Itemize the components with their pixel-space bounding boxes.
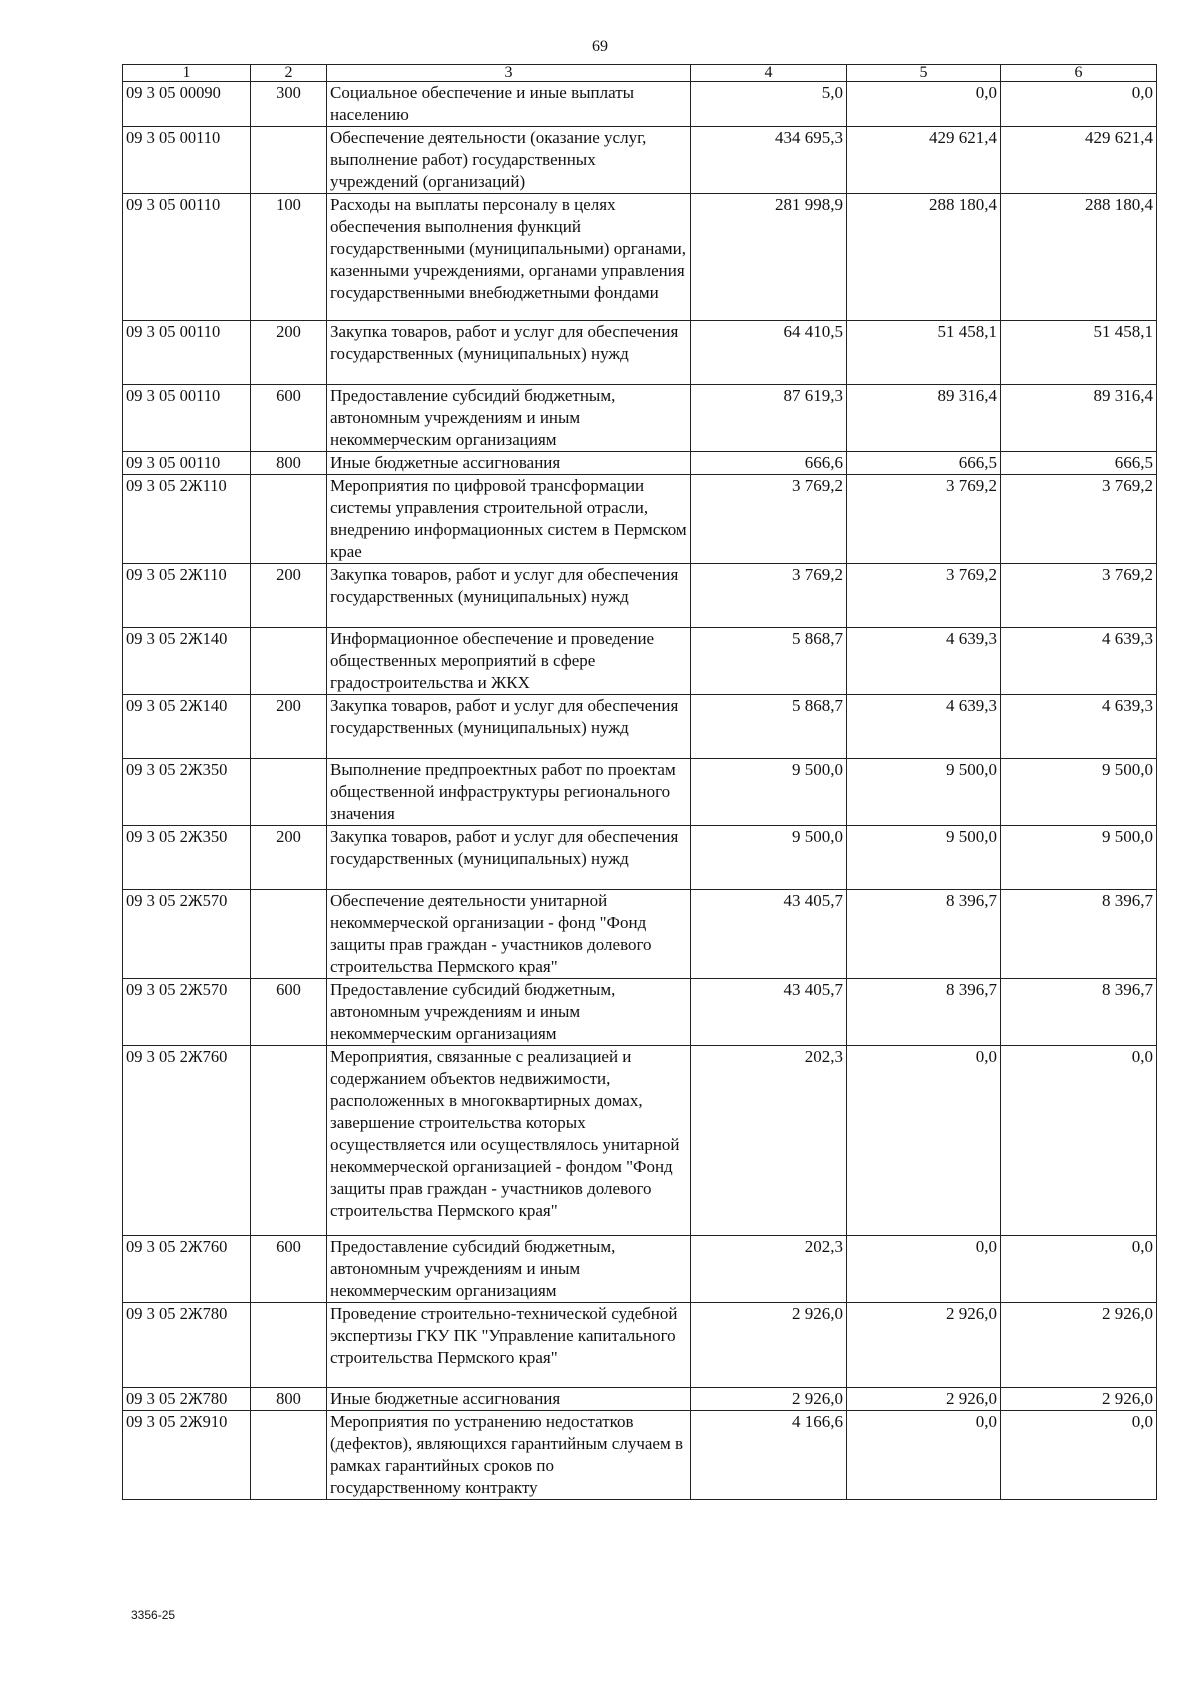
budget-table (122, 64, 1157, 1500)
amount-col6-cell: 9 500,0 (1001, 759, 1157, 826)
item-name-cell: Закупка товаров, работ и услуг для обеспечения государственных (муниципальных) нужд (327, 826, 691, 890)
amount-col5-cell: 2 926,0 (847, 1303, 1001, 1388)
amount-col5-cell: 89 316,4 (847, 385, 1001, 452)
amount-col6-cell: 666,5 (1001, 452, 1157, 475)
item-name-cell: Выполнение предпроектных работ по проектам общественной инфраструктуры регионального значения (327, 759, 691, 826)
table-row (123, 564, 1157, 628)
amount-col4-cell: 202,3 (691, 1236, 847, 1303)
item-name-cell: Мероприятия, связанные с реализацией и содержанием объектов недвижимости, расположенных в многоквартирных домах, завершение строительства которых осуществляется или осуществлялось унитарной некоммерческой организацией - фондом "Фонд защиты прав граждан - участников долевого строительства Пермского края" (327, 1046, 691, 1236)
budget-code-cell: 09 3 05 2Ж760 (123, 1236, 251, 1303)
budget-code-cell: 09 3 05 2Ж760 (123, 1046, 251, 1236)
expense-type-cell: 800 (251, 1388, 327, 1411)
budget-code-cell: 09 3 05 2Ж110 (123, 475, 251, 564)
expense-type-cell (251, 1411, 327, 1500)
amount-col6-cell: 8 396,7 (1001, 979, 1157, 1046)
amount-col6-cell: 9 500,0 (1001, 826, 1157, 890)
table-row (123, 628, 1157, 695)
item-name-cell: Закупка товаров, работ и услуг для обеспечения государственных (муниципальных) нужд (327, 321, 691, 385)
amount-col5-cell: 51 458,1 (847, 321, 1001, 385)
amount-col4-cell: 9 500,0 (691, 759, 847, 826)
table-row (123, 127, 1157, 194)
amount-col4-cell: 666,6 (691, 452, 847, 475)
amount-col4-cell: 43 405,7 (691, 890, 847, 979)
amount-col5-cell: 4 639,3 (847, 695, 1001, 759)
amount-col5-cell: 8 396,7 (847, 890, 1001, 979)
amount-col4-cell: 2 926,0 (691, 1388, 847, 1411)
table-row (123, 82, 1157, 127)
budget-code-cell: 09 3 05 2Ж110 (123, 564, 251, 628)
table-row (123, 1303, 1157, 1388)
amount-col5-cell: 429 621,4 (847, 127, 1001, 194)
item-name-cell: Мероприятия по устранению недостатков (дефектов), являющихся гарантийным случаем в рамках гарантийных сроков по государственному контракту (327, 1411, 691, 1500)
amount-col6-cell: 0,0 (1001, 1411, 1157, 1500)
amount-col5-cell: 0,0 (847, 1411, 1001, 1500)
expense-type-cell (251, 127, 327, 194)
amount-col5-cell: 0,0 (847, 1236, 1001, 1303)
column-header: 6 (1001, 65, 1157, 82)
table-row (123, 194, 1157, 321)
page-number: 69 (592, 38, 608, 55)
header-row (123, 65, 1157, 82)
expense-type-cell (251, 890, 327, 979)
amount-col4-cell: 4 166,6 (691, 1411, 847, 1500)
column-header: 2 (251, 65, 327, 82)
item-name-cell: Проведение строительно-технической судебной экспертизы ГКУ ПК "Управление капитального строительства Пермского края" (327, 1303, 691, 1388)
budget-code-cell: 09 3 05 2Ж350 (123, 759, 251, 826)
expense-type-cell: 200 (251, 826, 327, 890)
amount-col4-cell: 3 769,2 (691, 475, 847, 564)
expense-type-cell: 600 (251, 385, 327, 452)
table-row (123, 695, 1157, 759)
column-header: 3 (327, 65, 691, 82)
item-name-cell: Обеспечение деятельности унитарной некоммерческой организации - фонд "Фонд защиты прав граждан - участников долевого строительства Пермского края" (327, 890, 691, 979)
amount-col6-cell: 429 621,4 (1001, 127, 1157, 194)
expense-type-cell: 800 (251, 452, 327, 475)
budget-code-cell: 09 3 05 2Ж910 (123, 1411, 251, 1500)
amount-col4-cell: 64 410,5 (691, 321, 847, 385)
amount-col6-cell: 3 769,2 (1001, 564, 1157, 628)
amount-col6-cell: 51 458,1 (1001, 321, 1157, 385)
column-header: 4 (691, 65, 847, 82)
item-name-cell: Расходы на выплаты персоналу в целях обеспечения выполнения функций государственными (муниципальными) органами, казенными учреждениями, органами управления государственными внебюджетными фондами (327, 194, 691, 321)
table-body (123, 82, 1157, 1500)
amount-col5-cell: 9 500,0 (847, 759, 1001, 826)
column-header: 5 (847, 65, 1001, 82)
table-row (123, 475, 1157, 564)
amount-col4-cell: 5 868,7 (691, 628, 847, 695)
table-row (123, 385, 1157, 452)
amount-col5-cell: 3 769,2 (847, 475, 1001, 564)
expense-type-cell: 200 (251, 695, 327, 759)
budget-code-cell: 09 3 05 2Ж350 (123, 826, 251, 890)
column-header: 1 (123, 65, 251, 82)
table-header (123, 65, 1157, 82)
item-name-cell: Информационное обеспечение и проведение общественных мероприятий в сфере градостроительства и ЖКХ (327, 628, 691, 695)
amount-col6-cell: 0,0 (1001, 1236, 1157, 1303)
amount-col5-cell: 0,0 (847, 82, 1001, 127)
amount-col5-cell: 8 396,7 (847, 979, 1001, 1046)
expense-type-cell (251, 759, 327, 826)
amount-col6-cell: 2 926,0 (1001, 1388, 1157, 1411)
amount-col5-cell: 4 639,3 (847, 628, 1001, 695)
item-name-cell: Предоставление субсидий бюджетным, автономным учреждениям и иным некоммерческим организациям (327, 385, 691, 452)
amount-col4-cell: 281 998,9 (691, 194, 847, 321)
amount-col4-cell: 87 619,3 (691, 385, 847, 452)
item-name-cell: Социальное обеспечение и иные выплаты населению (327, 82, 691, 127)
table-row (123, 890, 1157, 979)
item-name-cell: Обеспечение деятельности (оказание услуг, выполнение работ) государственных учреждений (организаций) (327, 127, 691, 194)
amount-col5-cell: 666,5 (847, 452, 1001, 475)
budget-code-cell: 09 3 05 00090 (123, 82, 251, 127)
expense-type-cell: 600 (251, 1236, 327, 1303)
expense-type-cell (251, 475, 327, 564)
table-row (123, 1411, 1157, 1500)
amount-col4-cell: 43 405,7 (691, 979, 847, 1046)
expense-type-cell: 100 (251, 194, 327, 321)
table-row (123, 321, 1157, 385)
amount-col4-cell: 2 926,0 (691, 1303, 847, 1388)
amount-col6-cell: 0,0 (1001, 1046, 1157, 1236)
expense-type-cell: 600 (251, 979, 327, 1046)
amount-col6-cell: 3 769,2 (1001, 475, 1157, 564)
expense-type-cell: 300 (251, 82, 327, 127)
table-row (123, 452, 1157, 475)
amount-col4-cell: 5 868,7 (691, 695, 847, 759)
budget-code-cell: 09 3 05 2Ж570 (123, 979, 251, 1046)
amount-col4-cell: 434 695,3 (691, 127, 847, 194)
amount-col4-cell: 9 500,0 (691, 826, 847, 890)
budget-code-cell: 09 3 05 2Ж780 (123, 1388, 251, 1411)
amount-col5-cell: 288 180,4 (847, 194, 1001, 321)
budget-code-cell: 09 3 05 00110 (123, 194, 251, 321)
table-row (123, 979, 1157, 1046)
item-name-cell: Предоставление субсидий бюджетным, автономным учреждениям и иным некоммерческим организациям (327, 1236, 691, 1303)
table-row (123, 1388, 1157, 1411)
expense-type-cell (251, 628, 327, 695)
amount-col4-cell: 202,3 (691, 1046, 847, 1236)
amount-col6-cell: 0,0 (1001, 82, 1157, 127)
budget-code-cell: 09 3 05 00110 (123, 127, 251, 194)
expense-type-cell: 200 (251, 564, 327, 628)
amount-col4-cell: 3 769,2 (691, 564, 847, 628)
amount-col6-cell: 4 639,3 (1001, 628, 1157, 695)
item-name-cell: Закупка товаров, работ и услуг для обеспечения государственных (муниципальных) нужд (327, 564, 691, 628)
item-name-cell: Закупка товаров, работ и услуг для обеспечения государственных (муниципальных) нужд (327, 695, 691, 759)
amount-col6-cell: 2 926,0 (1001, 1303, 1157, 1388)
expense-type-cell (251, 1046, 327, 1236)
amount-col5-cell: 9 500,0 (847, 826, 1001, 890)
amount-col4-cell: 5,0 (691, 82, 847, 127)
expense-type-cell: 200 (251, 321, 327, 385)
budget-code-cell: 09 3 05 00110 (123, 321, 251, 385)
budget-code-cell: 09 3 05 2Ж570 (123, 890, 251, 979)
amount-col6-cell: 4 639,3 (1001, 695, 1157, 759)
budget-code-cell: 09 3 05 00110 (123, 385, 251, 452)
budget-code-cell: 09 3 05 2Ж140 (123, 695, 251, 759)
budget-code-cell: 09 3 05 2Ж140 (123, 628, 251, 695)
amount-col5-cell: 0,0 (847, 1046, 1001, 1236)
document-id: 3356-25 (131, 1608, 176, 1622)
table-row (123, 1236, 1157, 1303)
table-row (123, 759, 1157, 826)
item-name-cell: Иные бюджетные ассигнования (327, 1388, 691, 1411)
amount-col5-cell: 2 926,0 (847, 1388, 1001, 1411)
item-name-cell: Мероприятия по цифровой трансформации системы управления строительной отрасли, внедрению информационных систем в Пермском крае (327, 475, 691, 564)
table-row (123, 1046, 1157, 1236)
expense-type-cell (251, 1303, 327, 1388)
amount-col6-cell: 288 180,4 (1001, 194, 1157, 321)
amount-col6-cell: 89 316,4 (1001, 385, 1157, 452)
item-name-cell: Предоставление субсидий бюджетным, автономным учреждениям и иным некоммерческим организациям (327, 979, 691, 1046)
budget-code-cell: 09 3 05 00110 (123, 452, 251, 475)
table-row (123, 826, 1157, 890)
amount-col6-cell: 8 396,7 (1001, 890, 1157, 979)
budget-code-cell: 09 3 05 2Ж780 (123, 1303, 251, 1388)
item-name-cell: Иные бюджетные ассигнования (327, 452, 691, 475)
amount-col5-cell: 3 769,2 (847, 564, 1001, 628)
